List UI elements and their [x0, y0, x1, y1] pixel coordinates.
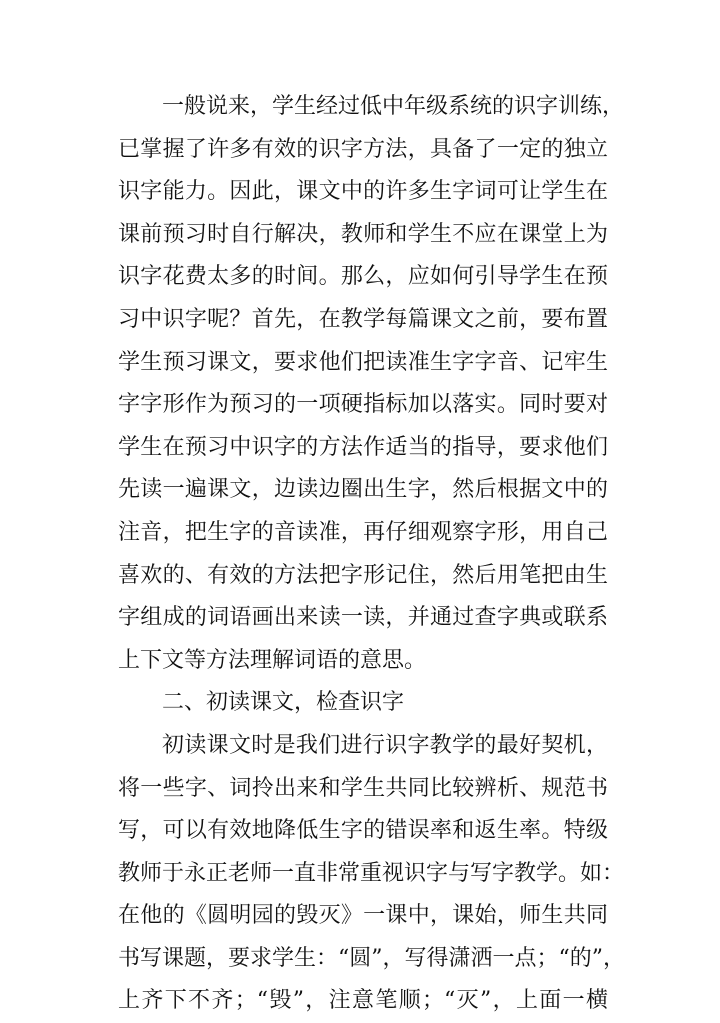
text-line: 先读一遍课文，边读边圈出生字，然后根据文中的 — [118, 477, 608, 503]
text-line: 已掌握了许多有效的识字方法，具备了一定的独立 — [118, 136, 608, 162]
text-line: 字组成的词语画出来读一读，并通过查字典或联系 — [118, 605, 608, 631]
text-line: 学生在预习中识字的方法作适当的指导，要求他们 — [118, 434, 608, 460]
text-line: 习中识字呢？首先，在教学每篇课文之前，要布置 — [118, 306, 608, 332]
text-line: 教师于永正老师一直非常重视识字与写字教学。如： — [118, 860, 625, 886]
text-line: 将一些字、词拎出来和学生共同比较辨析、规范书 — [118, 775, 608, 801]
paragraph-1 — [118, 86, 625, 682]
text-line: 上齐下不齐；“毁”，注意笔顺；“灭”，上面一横 — [118, 988, 608, 1014]
paragraph-2 — [118, 725, 625, 1023]
text-line: 课前预习时自行解决，教师和学生不应在课堂上为 — [118, 221, 608, 247]
text-line: 注音，把生字的音读准，再仔细观察字形，用自己 — [118, 519, 608, 545]
text-line: 识字能力。因此，课文中的许多生字词可让学生在 — [118, 179, 608, 205]
heading-text: 二、初读课文，检查识字 — [162, 690, 405, 716]
text-line: 在他的《圆明园的毁灭》一课中，课始，师生共同 — [118, 903, 608, 929]
text-line: 字字形作为预习的一项硬指标加以落实。同时要对 — [118, 392, 608, 418]
text-line: 一般说来，学生经过低中年级系统的识字训练， — [162, 94, 625, 119]
text-line: 上下文等方法理解词语的意思。 — [118, 647, 427, 673]
section-heading — [118, 682, 608, 725]
text-line: 初读课文时是我们进行识字教学的最好契机， — [162, 732, 608, 758]
text-line: 喜欢的、有效的方法把字形记住，然后用笔把由生 — [118, 562, 608, 588]
document-body — [118, 86, 625, 1023]
text-line: 学生预习课文，要求他们把读准生字字音、记牢生 — [118, 349, 608, 375]
text-line: 写，可以有效地降低生字的错误率和返生率。特级 — [118, 818, 608, 844]
text-line: 书写课题，要求学生：“圆”，写得潇洒一点；“的”， — [118, 945, 625, 971]
text-line: 识字花费太多的时间。那么，应如何引导学生在预 — [118, 264, 608, 290]
